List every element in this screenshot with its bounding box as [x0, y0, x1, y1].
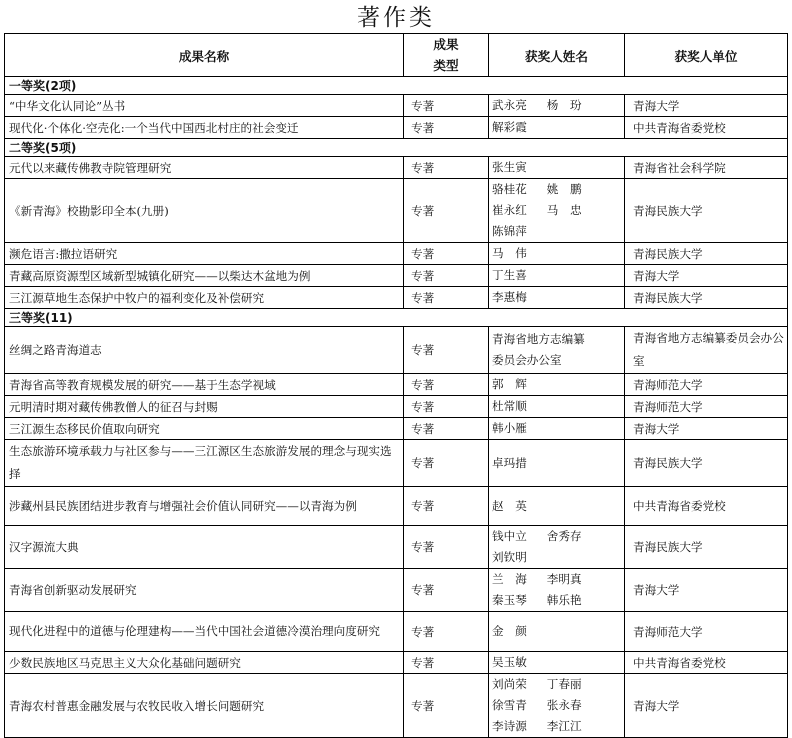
- header-type-line1: 成果: [433, 37, 459, 52]
- winner-name: 委员会办公室: [492, 353, 562, 367]
- cell-unit: 青海师范大学: [625, 612, 788, 652]
- cell-title: 现代化·个体化·空壳化:一个当代中国西北村庄的社会变迁: [5, 117, 404, 139]
- winner-line: [492, 350, 624, 371]
- cell-type: 专著: [404, 179, 489, 243]
- cell-title: 青海省高等教育规模发展的研究——基于生态学视域: [5, 374, 404, 396]
- cell-type: 专著: [404, 440, 489, 487]
- table-row: [5, 612, 788, 652]
- cell-type: 专著: [404, 418, 489, 440]
- table-row: [5, 327, 788, 374]
- winner-name: 李明真: [546, 572, 582, 586]
- winner-line: [492, 374, 624, 395]
- table-row: [5, 526, 788, 569]
- cell-type: 专著: [404, 396, 489, 418]
- cell-unit: 青海大学: [625, 569, 788, 612]
- winner-name: 李诗源: [492, 719, 527, 733]
- table-row: [5, 265, 788, 287]
- cell-unit: 青海师范大学: [625, 374, 788, 396]
- winner-name: 解彩霞: [492, 120, 527, 134]
- cell-title: 现代化进程中的道德与伦理建构——当代中国社会道德冷漠治理向度研究: [5, 612, 404, 652]
- cell-title: 汉字源流大典: [5, 526, 404, 569]
- header-type: [404, 34, 489, 77]
- header-unit: 获奖人单位: [625, 34, 788, 77]
- cell-unit: 青海大学: [625, 418, 788, 440]
- winner-name: 钱中立: [492, 529, 527, 543]
- cell-title: 濒危语言:撒拉语研究: [5, 243, 404, 265]
- cell-type: 专著: [404, 612, 489, 652]
- cell-title: 青海省创新驱动发展研究: [5, 569, 404, 612]
- cell-unit: 青海民族大学: [625, 440, 788, 487]
- winner-name: 姚 鹏: [546, 182, 582, 196]
- winner-name: 张生寅: [492, 160, 527, 174]
- winner-name: 陈锦萍: [492, 224, 527, 238]
- cell-type: 专著: [404, 487, 489, 526]
- table-row: [5, 569, 788, 612]
- section-label: 一等奖(2项): [5, 77, 788, 95]
- winner-line: [492, 695, 624, 716]
- winner-line: [492, 652, 624, 673]
- cell-winners: [489, 265, 625, 287]
- winner-line: [492, 200, 624, 221]
- cell-unit: 青海师范大学: [625, 396, 788, 418]
- cell-title: 青海农村普惠金融发展与农牧民收入增长问题研究: [5, 674, 404, 738]
- cell-unit: 青海民族大学: [625, 526, 788, 569]
- winner-name: 武永亮: [492, 98, 527, 112]
- winner-line: [492, 396, 624, 417]
- winner-name: 刘钦明: [492, 550, 527, 564]
- winner-line: [492, 243, 624, 264]
- table-header-row: [5, 34, 788, 77]
- winner-line: [492, 526, 624, 547]
- winner-name: 金 颜: [492, 624, 527, 638]
- winner-line: [492, 547, 624, 568]
- winner-name: 丁春丽: [546, 677, 582, 691]
- header-type-line2: 类型: [433, 58, 459, 73]
- cell-title: 三江源草地生态保护中牧户的福利变化及补偿研究: [5, 287, 404, 309]
- cell-type: 专著: [404, 652, 489, 674]
- cell-winners: [489, 418, 625, 440]
- table-row: [5, 440, 788, 487]
- cell-unit: 中共青海省委党校: [625, 117, 788, 139]
- cell-title: “中华文化认同论”丛书: [5, 95, 404, 117]
- awards-table: [4, 33, 788, 738]
- table-row: [5, 95, 788, 117]
- winner-name: 韩小雁: [492, 421, 527, 435]
- table-row: [5, 179, 788, 243]
- winner-name: 舍秀存: [546, 529, 582, 543]
- winner-name: 卓玛措: [492, 455, 527, 470]
- cell-type: 专著: [404, 243, 489, 265]
- cell-type: 专著: [404, 674, 489, 738]
- winner-line: [492, 674, 624, 695]
- cell-title: 涉藏州县民族团结进步教育与增强社会价值认同研究——以青海为例: [5, 487, 404, 526]
- section-label: 二等奖(5项): [5, 139, 788, 157]
- winner-name: 青海省地方志编纂: [492, 332, 585, 346]
- cell-winners: [489, 652, 625, 674]
- winner-name: 丁生喜: [492, 268, 527, 282]
- section-label: 三等奖(11): [5, 309, 788, 327]
- cell-unit: 青海大学: [625, 674, 788, 738]
- winner-line: [492, 287, 624, 308]
- winner-name: 郭 辉: [492, 377, 527, 391]
- header-winners: 获奖人姓名: [489, 34, 625, 77]
- cell-winners: [489, 569, 625, 612]
- cell-unit: 青海民族大学: [625, 179, 788, 243]
- table-row: [5, 396, 788, 418]
- table-row: [5, 374, 788, 396]
- page-title: 著作类: [357, 5, 435, 31]
- cell-type: 专著: [404, 265, 489, 287]
- winner-name: 马 伟: [492, 246, 527, 260]
- winner-line: [492, 569, 624, 590]
- cell-title: 元明清时期对藏传佛教僧人的征召与封赐: [5, 396, 404, 418]
- winner-line: [492, 453, 624, 474]
- cell-winners: [489, 526, 625, 569]
- cell-winners: [489, 95, 625, 117]
- winner-line: [492, 590, 624, 611]
- table-row: [5, 674, 788, 738]
- winner-name: 兰 海: [492, 572, 527, 586]
- cell-title: 丝绸之路青海道志: [5, 327, 404, 374]
- cell-title: 元代以来藏传佛教寺院管理研究: [5, 157, 404, 179]
- cell-type: 专著: [404, 117, 489, 139]
- winner-name: 杜常顺: [492, 399, 527, 413]
- table-row: [5, 243, 788, 265]
- cell-type: 专著: [404, 287, 489, 309]
- cell-type: 专著: [404, 327, 489, 374]
- cell-winners: [489, 157, 625, 179]
- cell-type: 专著: [404, 95, 489, 117]
- winner-name: 马 忠: [546, 203, 582, 217]
- cell-winners: [489, 287, 625, 309]
- cell-title: 三江源生态移民价值取向研究: [5, 418, 404, 440]
- cell-type: 专著: [404, 569, 489, 612]
- table-row: [5, 117, 788, 139]
- winner-line: [492, 265, 624, 286]
- cell-unit: 青海民族大学: [625, 287, 788, 309]
- cell-unit: 青海民族大学: [625, 243, 788, 265]
- cell-winners: [489, 374, 625, 396]
- table-row: [5, 157, 788, 179]
- cell-winners: [489, 612, 625, 652]
- cell-title: 青藏高原资源型区域新型城镇化研究——以柴达木盆地为例: [5, 265, 404, 287]
- cell-unit: 中共青海省委党校: [625, 487, 788, 526]
- cell-winners: [489, 487, 625, 526]
- cell-unit: 中共青海省委党校: [625, 652, 788, 674]
- table-row: [5, 652, 788, 674]
- cell-type: 专著: [404, 526, 489, 569]
- winner-line: [492, 496, 624, 517]
- cell-title: 《新青海》校勘影印全本(九册): [5, 179, 404, 243]
- winner-name: 李惠梅: [492, 290, 527, 304]
- cell-unit: 青海省社会科学院: [625, 157, 788, 179]
- cell-type: 专著: [404, 374, 489, 396]
- section-row: [5, 139, 788, 157]
- winner-name: 骆桂花: [492, 182, 527, 196]
- winner-name: 杨 玢: [546, 98, 582, 112]
- winner-name: 张永春: [546, 698, 582, 712]
- cell-winners: [489, 243, 625, 265]
- table-row: [5, 487, 788, 526]
- section-row: [5, 309, 788, 327]
- cell-winners: [489, 327, 625, 374]
- cell-winners: [489, 674, 625, 738]
- cell-winners: [489, 179, 625, 243]
- winner-name: 秦玉琴: [492, 593, 527, 607]
- cell-winners: [489, 440, 625, 487]
- section-row: [5, 77, 788, 95]
- header-name: 成果名称: [5, 34, 404, 77]
- winner-name: 赵 英: [492, 498, 527, 513]
- cell-unit: 青海大学: [625, 95, 788, 117]
- winner-line: [492, 117, 624, 138]
- winner-name: 刘尚荣: [492, 677, 527, 691]
- winner-line: [492, 716, 624, 737]
- cell-winners: [489, 396, 625, 418]
- winner-line: [492, 179, 624, 200]
- cell-winners: [489, 117, 625, 139]
- cell-title: 生态旅游环境承载力与社区参与——三江源区生态旅游发展的理念与现实选择: [5, 440, 404, 487]
- winner-line: [492, 329, 624, 350]
- winner-line: [492, 95, 624, 116]
- winner-name: 吴玉敏: [492, 655, 527, 669]
- winner-name: 李江江: [546, 719, 582, 733]
- winner-line: [492, 621, 624, 642]
- winner-name: 徐雪青: [492, 698, 527, 712]
- winner-line: [492, 221, 624, 242]
- cell-unit: 青海省地方志编纂委员会办公室: [625, 327, 788, 374]
- table-row: [5, 287, 788, 309]
- cell-title: 少数民族地区马克思主义大众化基础问题研究: [5, 652, 404, 674]
- winner-line: [492, 418, 624, 439]
- winner-line: [492, 157, 624, 178]
- cell-type: 专著: [404, 157, 489, 179]
- table-row: [5, 418, 788, 440]
- winner-name: 崔永红: [492, 203, 527, 217]
- cell-unit: 青海大学: [625, 265, 788, 287]
- winner-name: 韩乐艳: [546, 593, 582, 607]
